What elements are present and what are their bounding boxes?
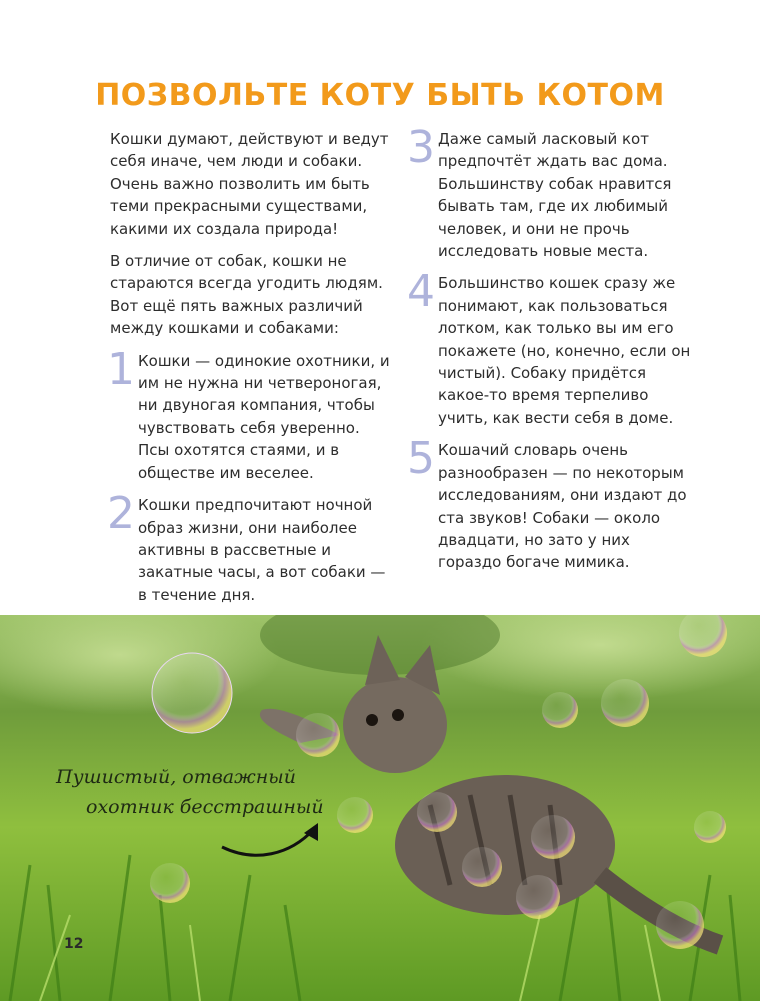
photo-caption-line-1: Пушистый, отважный [56,766,296,788]
difference-item-3 [407,122,695,262]
item-number: 5 [407,433,435,485]
item-text: Большинство кошек сразу же понимают, как пользоваться лотком, как только вы им его покажете (но, конечно, если он чистый). Собаку придётся какое-то время терпеливо учить, как вести себя в доме. [438,274,691,427]
page-number: 12 [64,936,84,952]
difference-item-4 [407,266,695,429]
item-text: Даже самый ласковый кот предпочтёт ждать вас дома. Большинству собак нравится бывать там, где их любимый человек, и они не прочь исследовать новые места. [438,130,672,261]
difference-item-1 [107,343,395,484]
difference-item-5 [407,433,695,573]
page-title: ПОЗВОЛЬТЕ КОТУ БЫТЬ КОТОМ [95,78,665,113]
photo-caption-line-2: охотник бесстрашный [86,796,324,818]
item-number: 2 [107,488,135,540]
item-number: 1 [107,343,135,395]
item-text: Кошки предпочитают ночной образ жизни, они наиболее активны в рассветные и закатные часы, а вот собаки — в течение дня. [138,496,386,604]
intro-paragraph-2: В отличие от собак, кошки не стараются всегда угодить людям. Вот ещё пять важных различий между кошками и собаками: [110,252,383,338]
right-column [407,122,695,584]
left-column [107,128,395,616]
item-number: 3 [407,122,435,173]
item-text: Кошачий словарь очень разнообразен — по некоторым исследованиям, они издают до ста звуков! Собаки — около двадцати, но зато у них гораздо богаче мимика. [438,441,687,572]
item-text: Кошки — одинокие охотники, и им не нужна ни четвероногая, ни двуногая компания, чтобы чувствовать себя уверенно. Псы охотятся стаями, и в обществе им веселее. [138,351,390,482]
intro-paragraph-1: Кошки думают, действуют и ведут себя иначе, чем люди и собаки. Очень важно позволить им быть теми прекрасными существами, какими их создала природа! [110,130,389,238]
difference-item-2 [107,488,395,606]
item-number: 4 [407,266,435,318]
